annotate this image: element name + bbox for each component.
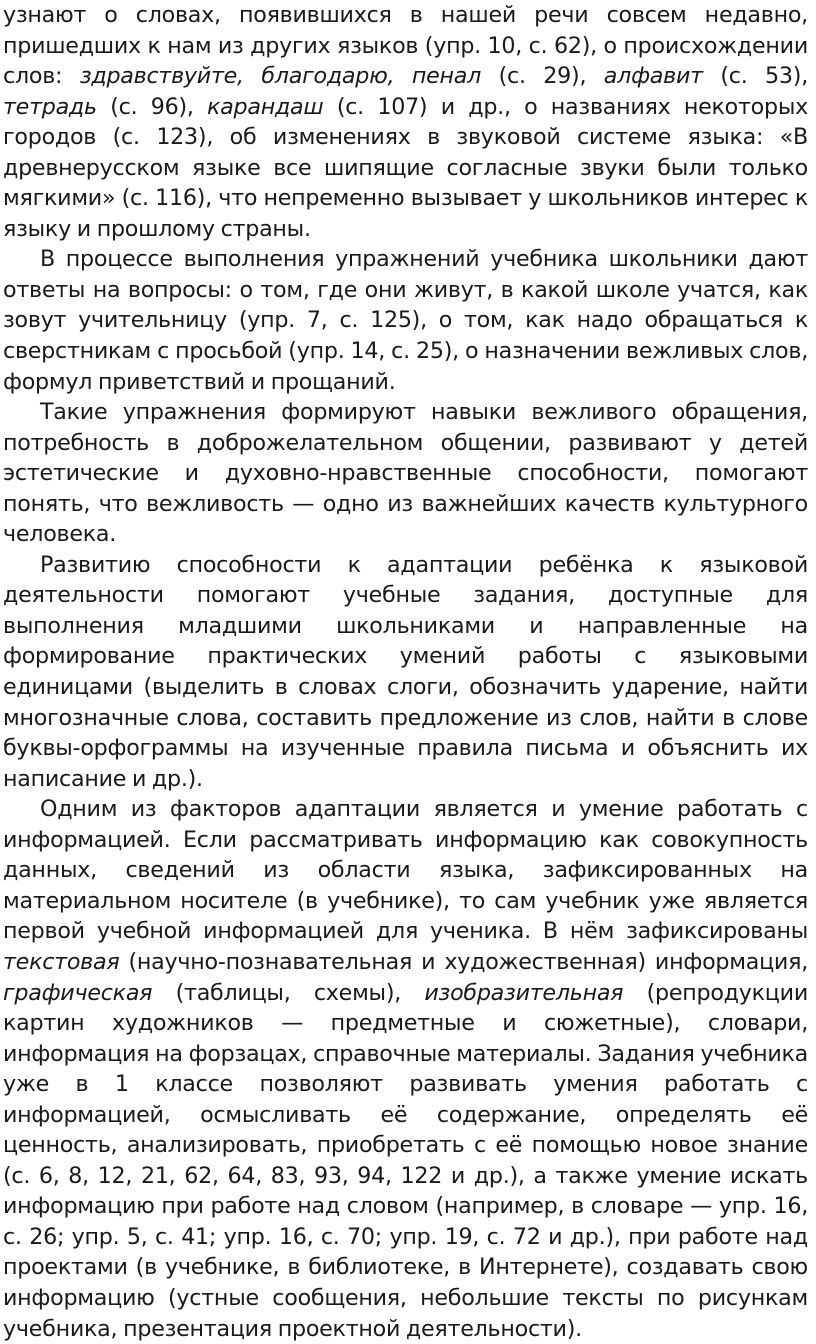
paragraph-5 [3, 794, 808, 1344]
text-segment: узнают о словах, появившихся в нашей речи совсем недавно, пришедших к нам из других языков (упр. 10, с. 62), о происхождении слов: [3, 2, 808, 90]
paragraph-2 [3, 244, 808, 397]
paragraph-1 [3, 0, 808, 244]
text-segment: (с. 96), [96, 93, 208, 120]
text-segment: В процессе выполнения упражнений учебника школьники дают ответы на вопросы: о том, где они живут, в какой школе учатся, как зовут учительницу (упр. 7, с. 125), о том, как надо обращаться к сверстникам с просьбой (упр. 14, с. 25), о назначении вежливых слов, формул приветствий и прощаний. [3, 246, 808, 395]
text-segment: (с. 53), [702, 63, 808, 90]
text-segment-italic: графическая [3, 979, 153, 1006]
text-segment: Одним из факторов адаптации является и умение работать с информацией. Если рассматривать информацию как совокупность данных, сведений из области языка, зафиксированных на материальном носителе (в учебнике), то сам учебник уже является первой учебной информацией для ученика. В нём зафиксированы [3, 796, 808, 945]
text-segment-italic: алфавит [603, 63, 703, 90]
text-segment: (с. 29), [481, 63, 604, 90]
text-segment-italic: изобразительная [424, 979, 624, 1006]
text-segment: (научно-познавательная и художественная) информация, [119, 948, 808, 975]
text-segment: Развитию способности к адаптации ребёнка к языковой деятельности помогают учебные задания, доступные для выполнения младшими школьниками и направленные на формирование практических умений работы с языковыми единицами (выделить в словах слоги, обозначить ударение, найти многозначные слова, составить предложение из слов, найти в слове буквы-орфограммы на изученные правила письма и объяснить их написание и др.). [3, 551, 808, 792]
text-segment-italic: текстовая [3, 948, 120, 975]
paragraph-4 [3, 550, 808, 794]
text-segment: (репродукции картин художников — предметные и сюжетные), словари, информация на форзацах, справочные материалы. Задания учебника уже в 1 классе позволяют развивать умения работать с информацией, осмысливать её содержание, определять её ценность, анализировать, приобретать с её помощью новое знание (с. 6, 8, 12, 21, 62, 64, 83, 93, 94, 122 и др.), а также умение искать информацию при работе над словом (например, в словаре — упр. 16, с. 26; упр. 5, с. 41; упр. 16, с. 70; упр. 19, с. 72 и др.), при работе над проектами (в учебнике, в библиотеке, в Интернете), создавать свою информацию (устные сообщения, небольшие тексты по рисункам учебника, презентация проектной деятельности). [3, 979, 808, 1342]
text-segment: Такие упражнения формируют навыки вежливого обращения, потребность в доброжелательном общении, развивают у детей эстетические и духовно-нравственные способности, помогают понять, что вежливость — одно из важнейших качеств культурного человека. [3, 399, 808, 548]
text-segment-italic: карандаш [207, 93, 324, 120]
text-segment: (с. 107) и др., о названиях некоторых городов (с. 123), об изменениях в звуковой системе языка: «В древнерусском языке все шипящие согласные звуки были только мягкими» (с. 116), что непременно вызывает у школьников интерес к языку и прошлому страны. [3, 93, 808, 242]
text-segment-italic: тетрадь [3, 93, 97, 120]
text-segment-italic: здравствуйте, благодарю, пенал [79, 63, 482, 90]
text-segment: (таблицы, схемы), [152, 979, 425, 1006]
paragraph-3 [3, 397, 808, 550]
